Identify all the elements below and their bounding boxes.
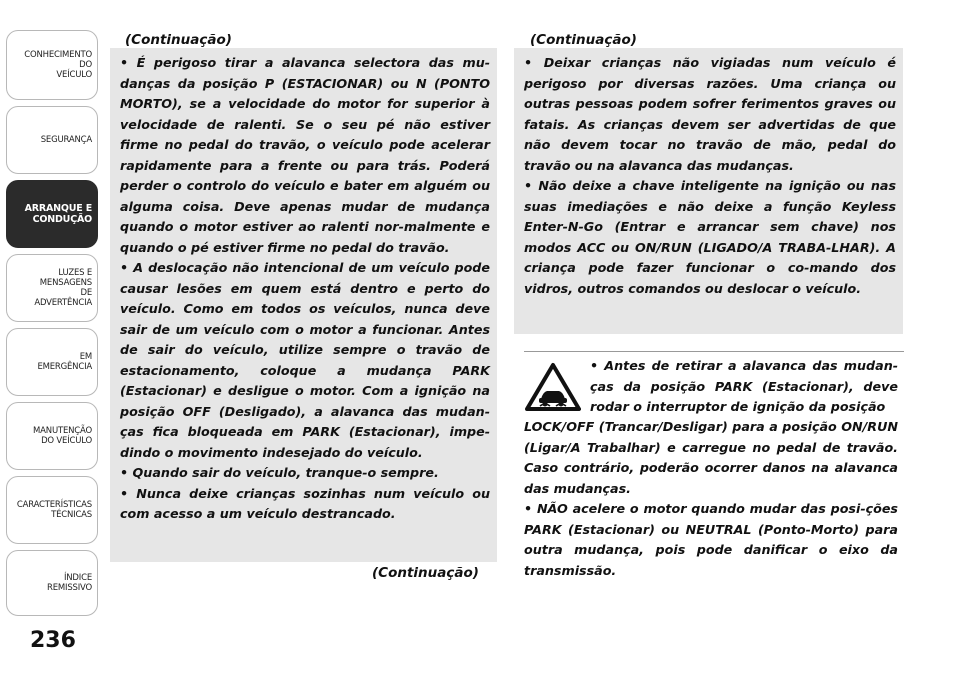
tab-label-line: EMERGÊNCIA	[37, 362, 92, 372]
tab-label-line: EM	[79, 352, 92, 362]
warning-text-rest	[524, 417, 898, 581]
chapter-sidebar	[0, 0, 100, 620]
continued-label: (Continuação)	[372, 565, 479, 581]
tab-conhecimento-do-veiculo[interactable]	[6, 30, 98, 100]
warning-paragraph: • É perigoso tirar a alavanca selectora das mu-danças da posição P (ESTACIONAR) ou N (PONTO MORTO), se a velocidade do motor for superior à velocidade de ralenti. Se o seu pé não estiver firme no pedal do travão, o veículo pode acelerar rapidamente para a frente ou para trás. Poderá perder o controlo do veículo e bater em alguém ou alguma coisa. Deve apenas mudar de mudança quando o motor estiver ao ralenti nor-malmente e quando o pé estiver firme no pedal do travão.	[120, 55, 490, 255]
tab-label-line: REMISSIVO	[47, 583, 92, 593]
tab-label-line: TÉCNICAS	[51, 510, 92, 520]
tab-luzes-e-mensagens[interactable]	[6, 254, 98, 322]
continued-label: (Continuação)	[125, 32, 232, 48]
tab-label-line: CONHECIMENTO	[24, 50, 92, 60]
warning-paragraph: • Não deixe a chave inteligente na ignição ou nas suas imediações e não deixe a função Keyless Enter-N-Go (Entrar e arrancar sem chave) nos modos ACC ou ON/RUN (LIGADO/A TRABA-LHAR). A criança pode fazer funcionar o co-mando dos vidros, outros comandos ou deslocar o veículo.	[524, 178, 896, 296]
warning-text-right	[524, 53, 896, 299]
tab-label-line: MENSAGENS	[39, 278, 92, 288]
page-number: 236	[30, 628, 76, 653]
tab-label-line: SEGURANÇA	[40, 135, 92, 145]
tab-label-line: DO	[79, 60, 92, 70]
tab-label-line: CARACTERÍSTICAS	[16, 500, 92, 510]
continued-label: (Continuação)	[530, 32, 637, 48]
tab-label-line: DE	[80, 288, 92, 298]
tab-manutencao-do-veiculo[interactable]	[6, 402, 98, 470]
warning-paragraph: • A deslocação não intencional de um veículo pode causar lesões em quem está dentro e perto do veículo. Como em todos os veículos, nunca deve sair de um veículo com o motor a funcionar. Antes de sair do veículo, utilize sempre o travão de estacionamento, coloque a mudança PARK (Estacionar) e desligue o motor. Com a ignição na posição OFF (Desligado), a alavanca das mudan-ças fica bloqueada em PARK (Estacionar), impe-dindo o movimento indesejado do veículo.	[120, 260, 490, 460]
tab-label-line: CONDUÇÃO	[32, 214, 92, 225]
tab-seguranca[interactable]	[6, 106, 98, 174]
car-warning-icon	[525, 362, 581, 412]
warning-paragraph: • Nunca deixe crianças sozinhas num veículo ou com acesso a um veículo destrancado.	[120, 485, 490, 521]
tab-indice-remissivo[interactable]	[6, 550, 98, 616]
warning-paragraph: • Deixar crianças não vigiadas num veículo é perigoso por diversas razões. Uma criança ou outras pessoas podem sofrer ferimentos graves ou fatais. As crianças devem ser advertidas de que não devem tocar no travão de mão, pedal do travão ou na alavanca das mudanças.	[524, 55, 896, 173]
tab-em-emergencia[interactable]	[6, 328, 98, 396]
tab-label-line: ÍNDICE	[63, 573, 92, 583]
warning-paragraph: • NÃO acelere o motor quando mudar das posi-ções PARK (Estacionar) ou NEUTRAL (Ponto-Morto) para outra mudança, pois pode danificar o eixo da transmissão.	[524, 501, 898, 578]
tab-label-line: LUZES E	[58, 268, 92, 278]
tab-label-line: VEÍCULO	[56, 70, 92, 80]
tab-label-line: DO VEÍCULO	[41, 436, 92, 446]
warning-paragraph: • Quando sair do veículo, tranque-o sempre.	[120, 465, 439, 480]
tab-caracteristicas-tecnicas[interactable]	[6, 476, 98, 544]
tab-label-line: ADVERTÊNCIA	[34, 298, 92, 308]
warning-text-first-lines: • Antes de retirar a alavanca das mudan-ças da posição PARK (Estacionar), deve rodar o interruptor de ignição da posição	[590, 358, 898, 414]
tab-label-line: ARRANQUE E	[24, 203, 92, 214]
tab-label-line: MANUTENÇÃO	[33, 426, 92, 436]
warning-text-left	[120, 53, 490, 525]
warning-paragraph: LOCK/OFF (Trancar/Desligar) para a posição ON/RUN (Ligar/A Trabalhar) e carregue no pedal de travão. Caso contrário, poderão ocorrer danos na alavanca das mudanças.	[524, 419, 898, 496]
tab-arranque-e-conducao[interactable]	[6, 180, 98, 248]
divider	[524, 351, 904, 352]
